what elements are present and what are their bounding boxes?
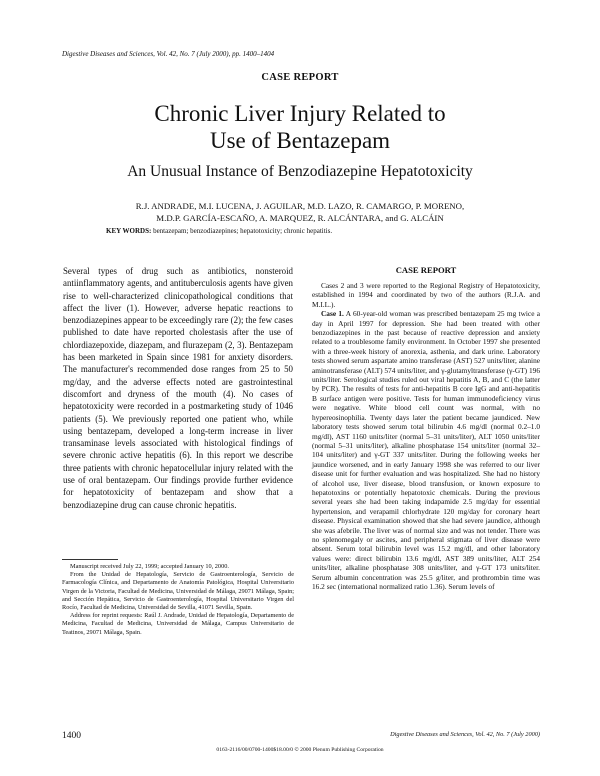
registry-paragraph: Cases 2 and 3 were reported to the Regional Registry of Hepatotoxicity, established in 1994 and coordinated by two of the authors (R.J.A. and M.I.L.). bbox=[312, 281, 540, 309]
article-title bbox=[0, 100, 600, 154]
case-report-column bbox=[312, 265, 540, 591]
article-subtitle: An Unusual Instance of Benzodiazepine Hepatotoxicity bbox=[127, 163, 473, 180]
introduction-text: Several types of drug such as antibiotics, nonsteroid antiinflammatory agents, and antituberculosis agents have given rise to well-characterized clinicopathological conditions that affect the liver (1). However, adverse hepatic reactions to benzodiazepines appear to be exceedingly rare (2); the few cases published to date have reported cholestasis after the use of chlordiazepoxide, diazepam, and flurazepam (2, 3). Bentazepam has been marketed in Spain since 1981 for anxiety disorders. The manufacturer's recommended dose ranges from 25 to 50 mg/day, and the adverse effects noted are gastrointestinal discomfort and dryness of the mouth (4). No cases of hepatotoxicity were recorded in a postmarketing study of 1046 patients (5). We previously reported one patient who, while using bentazepam, developed a long-term increase in liver transaminase levels associated with histological findings of severe chronic active hepatitis (6). In this report we describe three patients with chronic hepatocellular injury related with the use of oral bentazepam. Our findings provide further evidence for hepatotoxicity of bentazepam and show that a benzodiazepine drug can cause chronic hepatitis. bbox=[63, 266, 293, 510]
authors-line-2: M.D.P. GARCÍA-ESCAÑO, A. MARQUEZ, R. ALCÁNTARA, and G. ALCÁIN bbox=[156, 213, 444, 223]
footnote-affiliations: From the Unidad de Hepatología, Servicio de Gastroenterología, Servicio de Farmacología Clínica, and Departamento de Anatomía Patológica, Hospital Universitario Virgen de la Victoria, Facultad de Medicina, Universidad de Málaga, 29071 Málaga, Spain; and Sección Hepática, Servicio de Gastroenterología, Hospital Universitario Virgen del Rocío, Facultad de Medicina, Universidad de Sevilla, 41071 Sevilla, Spain. bbox=[62, 571, 294, 612]
authors-line-1: R.J. ANDRADE, M.I. LUCENA, J. AGUILAR, M.D. LAZO, R. CAMARGO, P. MORENO, bbox=[135, 201, 465, 211]
keywords-text: bentazepam; benzodiazepines; hepatotoxicity; chronic hepatitis. bbox=[153, 227, 333, 235]
case-report-heading: CASE REPORT bbox=[395, 265, 457, 275]
author-list bbox=[0, 200, 600, 224]
footer-journal: Digestive Diseases and Sciences, Vol. 42, No. 7 (July 2000) bbox=[390, 731, 540, 738]
title-line-2: Use of Bentazepam bbox=[209, 128, 391, 153]
journal-running-header: Digestive Diseases and Sciences, Vol. 42, No. 7 (July 2000), pp. 1400–1404 bbox=[62, 50, 275, 58]
keywords bbox=[106, 227, 332, 235]
footnotes bbox=[62, 563, 294, 637]
footer-copyright-code: 0163-2116/00/0700-1400$18.00/0 © 2000 Plenum Publishing Corporation bbox=[216, 747, 384, 753]
section-label: CASE REPORT bbox=[261, 72, 339, 83]
case-1-label: Case 1. bbox=[321, 309, 344, 319]
title-line-1: Chronic Liver Injury Related to bbox=[154, 101, 446, 126]
keywords-label: KEY WORDS: bbox=[106, 227, 152, 235]
case-1-text: A 60-year-old woman was prescribed bentazepam 25 mg twice a day in April 1997 for depression. She had been treated with other benzodiazepines in the past because of reactive depression and anxiety related to a troublesome family environment. In October 1997 she presented with a three-week history of anorexia, asthenia, and dark urine. Laboratory tests showed serum aspartate amino transferase (AST) 527 units/liter, alanine aminotransferase (ALT) 574 units/liter, and γ-glutamyltransferase (γ-GT) 196 units/liter. Serological studies ruled out viral hepatitis A, B, and C (the latter by PCR). The results of tests for anti-hepatitis B core IgG and anti-hepatitis B surface antigen were positive. Tests for human immunodeficiency virus were negative. White blood cell count was normal, with no hypereosinophilia. Twenty days later the patient became jaundiced. New laboratory tests showed serum total bilirubin 4.6 mg/dl (normal 0.2–1.0 mg/dl), AST 1160 units/liter (normal 5–31 units/liter), ALT 1050 units/liter (normal 5–31 units/liter), alkaline phosphatase 154 units/liter (normal 32–104 units/liter) and γ-GT 337 units/liter. During the following weeks her jaundice worsened, and in early January 1998 she was referred to our liver disease unit for further evaluation and was hospitalized. She had no history of alcohol use, liver disease, blood transfusion, or known exposure to hepatotoxins or potentially hepatotoxic chemicals. During the previous several years she had been taking indapamide 2.5 mg/day for essential hypertension, and verapamil chlorhydrate 120 mg/day for coronary heart disease. Physical examination showed that she had severe jaundice, although she was afebrile. The liver was of normal size and was not tender. There was no splenomegaly or ascites, and peripheral stigmata of liver disease were absent. Serum total bilirubin level was 15.2 mg/dl, and other laboratory values were: direct bilirubin 13.6 mg/dl, AST 389 units/liter, ALT 254 units/liter, alkaline phosphatase 308 units/liter, and γ-GT 173 units/liter. Serum albumin concentration was 25.5 g/liter, and prothrombin time was 16.2 sec (international normalized ratio 1.36). Serum levels of bbox=[312, 309, 541, 591]
footnote-reprint-address: Address for reprint requests: Raúl J. Andrade, Unidad de Hepatología, Departamento de Medicina, Facultad de Medicina, Universidad de Málaga, Campus Universitario de Teatinos, 29071 Málaga, Spain. bbox=[62, 612, 294, 636]
case-1-paragraph bbox=[312, 309, 540, 591]
footnote-received: Manuscript received July 22, 1999; accepted January 10, 2000. bbox=[70, 563, 229, 570]
page-number: 1400 bbox=[62, 731, 81, 741]
footnote-divider bbox=[62, 559, 118, 560]
